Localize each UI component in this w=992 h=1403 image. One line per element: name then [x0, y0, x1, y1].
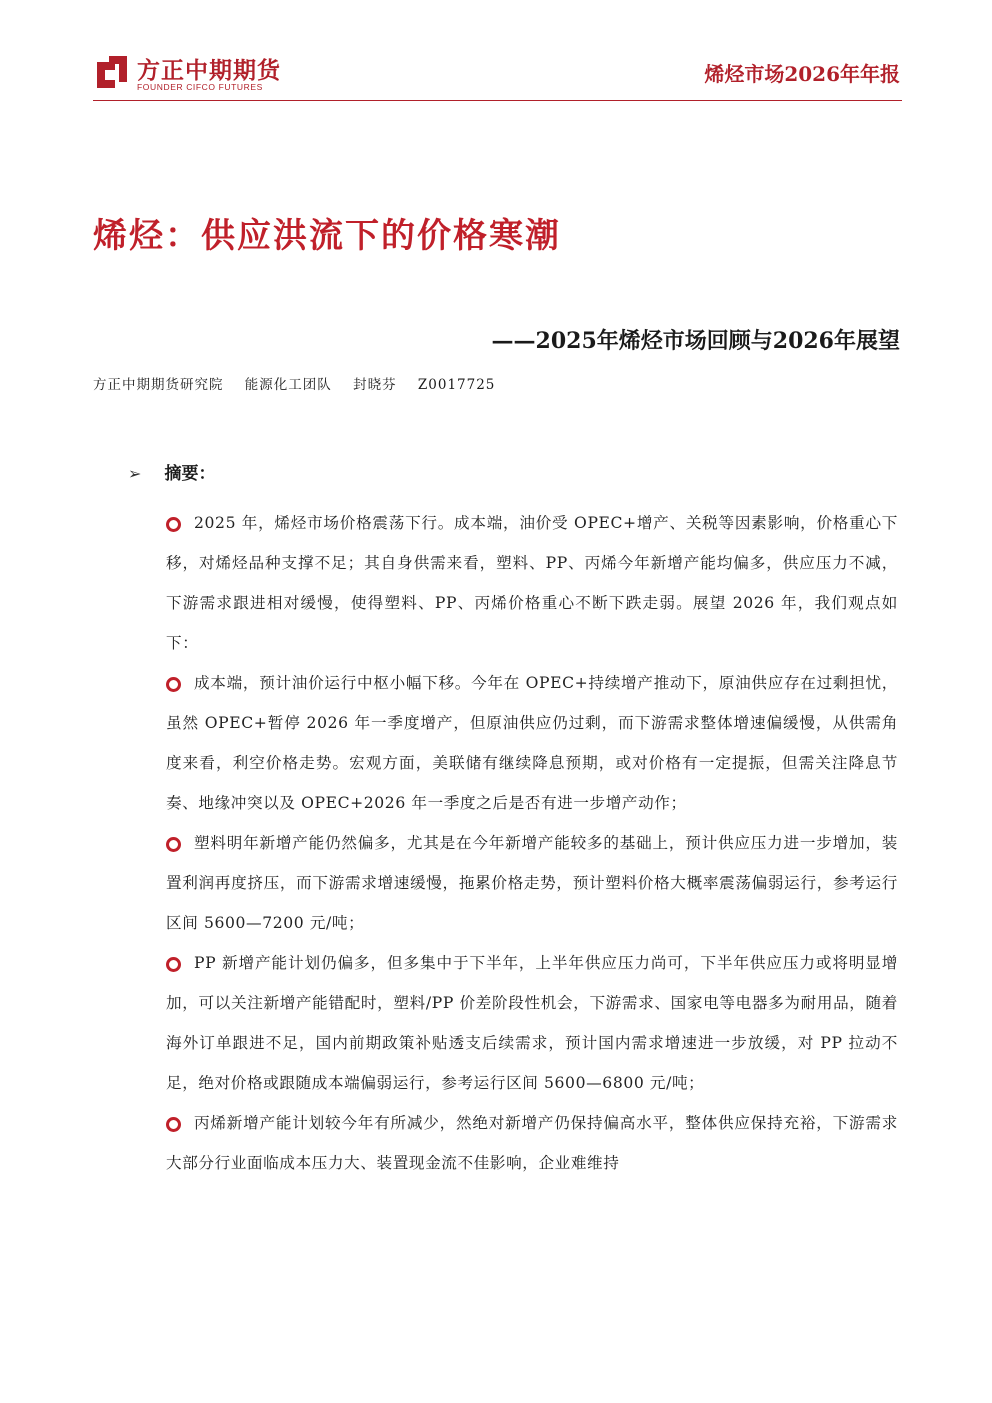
team: 能源化工团队 [244, 377, 332, 393]
logo-en-text: FOUNDER CIFCO FUTURES [137, 82, 263, 92]
summary-heading [128, 459, 216, 483]
company-logo [93, 52, 293, 94]
circle-bullet-icon [166, 1117, 181, 1132]
header-divider [93, 100, 902, 101]
sub-title: ——2025年烯烃市场回顾与2026年展望 [491, 328, 900, 354]
summary-label: 摘要： [164, 464, 216, 484]
summary-item [166, 503, 898, 663]
summary-list [166, 503, 898, 1183]
summary-item [166, 823, 898, 943]
main-title: 烯烃：供应洪流下的价格寒潮 [93, 216, 561, 256]
summary-item [166, 943, 898, 1103]
founder-logo-icon [93, 54, 129, 90]
circle-bullet-icon [166, 837, 181, 852]
summary-item-text: 成本端，预计油价运行中枢小幅下移。今年在 OPEC+持续增产推动下，原油供应存在过剩担忧，虽然 OPEC+暂停 2026 年一季度增产，但原油供应仍过剩，而下游需求整体增速偏缓慢，从供需角度来看，利空价格走势。宏观方面，美联储有继续降息预期，或对价格有一定提振，但需关注降息节奏、地缘冲突以及 OPEC+2026 年一季度之后是否有进一步增产动作； [166, 674, 898, 812]
summary-item-text: 2025 年，烯烃市场价格震荡下行。成本端，油价受 OPEC+增产、关税等因素影响，价格重心下移，对烯烃品种支撑不足；其自身供需来看，塑料、PP、丙烯今年新增产能均偏多，供应压力不减，下游需求跟进相对缓慢，使得塑料、PP、丙烯价格重心不断下跌走弱。展望 2026 年，我们观点如下： [166, 514, 898, 652]
institute: 方正中期期货研究院 [93, 377, 224, 393]
summary-item-text: PP 新增产能计划仍偏多，但多集中于下半年，上半年供应压力尚可，下半年供应压力或将明显增加，可以关注新增产能错配时，塑料/PP 价差阶段性机会，下游需求、国家电等电器多为耐用品，随着海外订单跟进不足，国内前期政策补贴透支后续需求，预计国内需求增速进一步放缓，对 PP 拉动不足，绝对价格或跟随成本端偏弱运行，参考运行区间 5600—6800 元/吨； [166, 954, 898, 1092]
summary-item [166, 663, 898, 823]
summary-item-text: 丙烯新增产能计划较今年有所减少，然绝对新增产仍保持偏高水平，整体供应保持充裕，下游需求大部分行业面临成本压力大、装置现金流不佳影响，企业难维持 [166, 1114, 898, 1172]
author-name: 封晓芬 [353, 377, 397, 393]
summary-item-text: 塑料明年新增产能仍然偏多，尤其是在今年新增产能较多的基础上，预计供应压力进一步增加，装置利润再度挤压，而下游需求增速缓慢，拖累价格走势，预计塑料价格大概率震荡偏弱运行，参考运行区间 5600—7200 元/吨； [166, 834, 898, 932]
circle-bullet-icon [166, 517, 181, 532]
page-header [0, 0, 992, 110]
summary-item [166, 1103, 898, 1183]
license-number: Z0017725 [417, 377, 496, 393]
author-line [93, 373, 511, 393]
arrow-right-icon: ➢ [128, 464, 142, 483]
logo-cn-text: 方正中期期货 [137, 58, 281, 84]
circle-bullet-icon [166, 677, 181, 692]
report-title: 烯烃市场2026年年报 [704, 62, 900, 86]
circle-bullet-icon [166, 957, 181, 972]
